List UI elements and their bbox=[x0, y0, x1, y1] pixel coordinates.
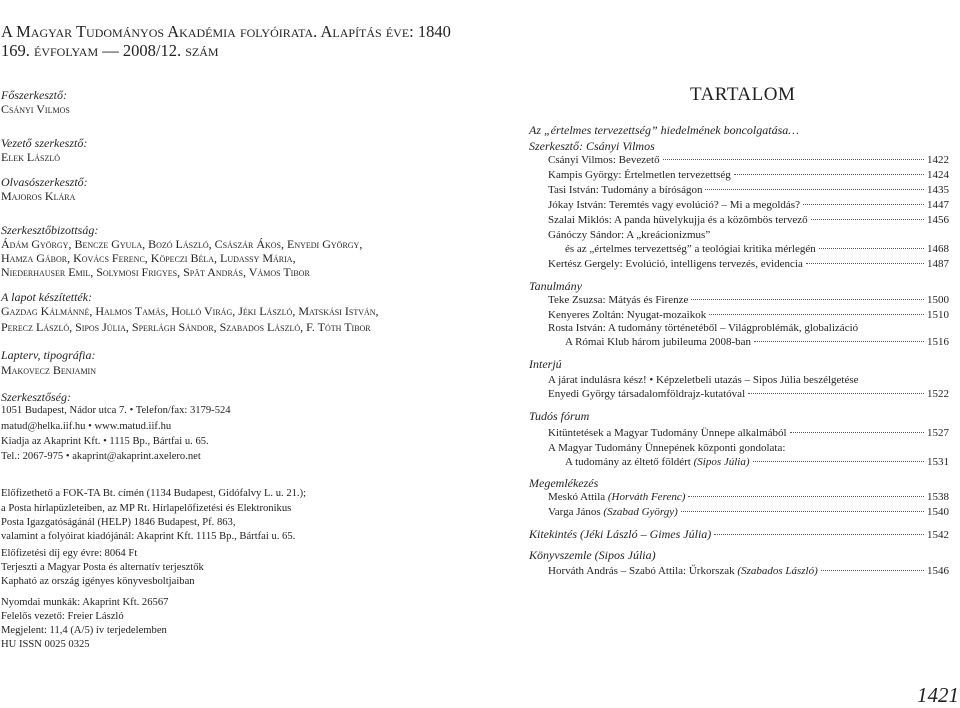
pricing-line-2: Terjeszti a Magyar Posta és alternatív terjesztők bbox=[1, 562, 204, 573]
toc-entry[interactable] bbox=[548, 154, 949, 166]
toc-entry[interactable] bbox=[548, 309, 949, 321]
prepared-by-line-1: Gazdag Kálmánné, Halmos Tamás, Holló Virág, Jéki László, Matskási István, bbox=[1, 304, 379, 318]
toc-title: TARTALOM bbox=[690, 84, 796, 105]
toc-entry-page: 1546 bbox=[927, 565, 949, 577]
toc-entry[interactable] bbox=[548, 169, 949, 181]
printing-line-4: HU ISSN 0025 0325 bbox=[1, 639, 90, 650]
toc-entry[interactable] bbox=[548, 214, 949, 226]
subscription-line-4: valamint a folyóirat kiadójánál: Akaprint Kft. 1115 Bp., Bártfai u. 65. bbox=[1, 531, 296, 542]
toc-entry-page: 1542 bbox=[927, 529, 949, 541]
toc-entry-title bbox=[548, 491, 685, 503]
dot-leader bbox=[734, 174, 924, 175]
toc-entry-title: Kenyeres Zoltán: Nyugat-mozaikok bbox=[548, 309, 707, 321]
dot-leader bbox=[705, 189, 924, 190]
printing-line-2: Felelős vezető: Freier László bbox=[1, 611, 124, 622]
toc-entry-title: Kitekintés (Jéki László – Gimes Júlia) bbox=[529, 527, 712, 541]
toc-entry[interactable] bbox=[548, 294, 949, 306]
lead-editor-label: Vezető szerkesztő: bbox=[1, 136, 88, 150]
copy-editor-name: Majoros Klára bbox=[1, 189, 76, 203]
toc-entry-page: 1447 bbox=[927, 199, 949, 211]
toc-entry-page: 1456 bbox=[927, 214, 949, 226]
dot-leader bbox=[821, 570, 924, 571]
toc-entry-page: 1538 bbox=[927, 491, 949, 503]
toc-entry[interactable] bbox=[565, 336, 949, 348]
dot-leader bbox=[688, 496, 924, 497]
toc-entry[interactable] bbox=[548, 491, 949, 503]
dot-leader bbox=[811, 219, 924, 220]
office-label: Szerkesztőség: bbox=[1, 390, 71, 404]
dot-leader bbox=[819, 248, 924, 249]
toc-entry-title bbox=[548, 506, 678, 518]
subscription-line-2: a Posta hírlapüzleteiben, az MP Rt. Hírlapelőfizetési és Elektronikus bbox=[1, 503, 292, 514]
dot-leader bbox=[803, 204, 924, 205]
page-number: 1421 bbox=[917, 683, 959, 707]
toc-entry-title: Teke Zsuzsa: Mátyás és Firenze bbox=[548, 294, 689, 306]
pricing-line-1: Előfizetési díj egy évre: 8064 Ft bbox=[1, 548, 138, 559]
masthead-line-2: 169. évfolyam — 2008/12. szám bbox=[1, 41, 219, 60]
printing-line-1: Nyomdai munkák: Akaprint Kft. 26567 bbox=[1, 597, 169, 608]
toc-entry[interactable] bbox=[548, 427, 949, 439]
toc-entry[interactable] bbox=[548, 506, 949, 518]
toc-entry-page: 1422 bbox=[927, 154, 949, 166]
chief-editor-label: Főszerkesztő: bbox=[1, 88, 67, 102]
toc-entry[interactable] bbox=[548, 199, 949, 211]
toc-entry-author: (Sipos Júlia) bbox=[693, 456, 750, 468]
toc-entry[interactable] bbox=[565, 456, 949, 468]
toc-entry-title: és az „értelmes tervezettség” a teológiai kritika mérlegén bbox=[565, 243, 816, 255]
toc-entry-main: Varga János bbox=[548, 506, 601, 518]
toc-entry-title: Csányi Vilmos: Bevezető bbox=[548, 154, 660, 166]
dot-leader bbox=[663, 159, 924, 160]
toc-section-editor: Szerkesztő: Csányi Vilmos bbox=[529, 139, 655, 153]
prepared-by-label: A lapot készítették: bbox=[1, 290, 93, 304]
copy-editor-label: Olvasószerkesztő: bbox=[1, 175, 88, 189]
dot-leader bbox=[753, 461, 924, 462]
toc-entry-author: (Szabados László) bbox=[737, 565, 818, 577]
dot-leader bbox=[714, 534, 924, 535]
toc-entry[interactable] bbox=[565, 243, 949, 255]
pricing-line-3: Kapható az ország igényes könyvesboltjaiban bbox=[1, 576, 195, 587]
toc-entry-title: A Római Klub három jubileuma 2008-ban bbox=[565, 336, 752, 348]
dot-leader bbox=[754, 341, 924, 342]
dot-leader bbox=[790, 432, 924, 433]
toc-section-title: Az „értelmes tervezettség” hiedelmének boncolgatása… bbox=[529, 123, 799, 137]
toc-entry-line: Rosta István: A tudomány történetéből – Világproblémák, globalizáció bbox=[548, 322, 859, 334]
toc-entry-title bbox=[548, 565, 818, 577]
toc-section-entry[interactable] bbox=[529, 527, 949, 542]
board-line-2: Hamza Gábor, Kovács Ferenc, Köpeczi Béla, Ludassy Mária, bbox=[1, 251, 296, 265]
toc-entry-title: Tasi István: Tudomány a bíróságon bbox=[548, 184, 703, 196]
toc-entry-page: 1487 bbox=[927, 258, 949, 270]
toc-entry-page: 1510 bbox=[927, 309, 949, 321]
contact-line-4: Tel.: 2067-975 • akaprint@akaprint.axelero.net bbox=[1, 451, 201, 462]
toc-entry-page: 1527 bbox=[927, 427, 949, 439]
chief-editor-name: Csányi Vilmos bbox=[1, 102, 70, 116]
subscription-line-1: Előfizethető a FOK-TA Bt. címén (1134 Budapest, Gidófalvy L. u. 21.); bbox=[1, 488, 307, 499]
dot-leader bbox=[709, 314, 924, 315]
board-line-3: Niederhauser Emil, Solymosi Frigyes, Spät András, Vámos Tibor bbox=[1, 265, 310, 279]
toc-section-title: Interjú bbox=[529, 357, 562, 371]
toc-entry-main: Horváth András – Szabó Attila: Űrkorszak bbox=[548, 565, 735, 577]
toc-entry-line: A járat indulásra kész! • Képzeletbeli utazás – Sipos Júlia beszélgetése bbox=[548, 374, 859, 386]
board-line-1: Ádám György, Bencze Gyula, Bozó László, Császár Ákos, Enyedi György, bbox=[1, 237, 363, 251]
toc-entry-main: A tudomány az éltető földért bbox=[565, 456, 691, 468]
toc-entry-page: 1522 bbox=[927, 388, 949, 400]
masthead-line-1: A Magyar Tudományos Akadémia folyóirata. Alapítás éve: 1840 bbox=[1, 22, 451, 41]
dot-leader bbox=[691, 299, 924, 300]
design-label: Lapterv, tipográfia: bbox=[1, 348, 96, 362]
toc-entry-main: Meskó Attila bbox=[548, 491, 606, 503]
printing-line-3: Megjelent: 11,4 (A/5) ív terjedelemben bbox=[1, 625, 167, 636]
subscription-line-3: Posta Igazgatóságánál (HELP) 1846 Budapest, Pf. 863, bbox=[1, 517, 236, 528]
toc-entry[interactable] bbox=[548, 258, 949, 270]
dot-leader bbox=[748, 393, 924, 394]
toc-entry[interactable] bbox=[548, 388, 949, 400]
toc-entry-title: Kitüntetések a Magyar Tudomány Ünnepe alkalmából bbox=[548, 427, 787, 439]
contact-line-2: matud@helka.iif.hu • www.matud.iif.hu bbox=[1, 421, 172, 432]
design-name: Makovecz Benjamin bbox=[1, 363, 97, 377]
toc-entry-title bbox=[565, 456, 750, 468]
toc-section-title: Tanulmány bbox=[529, 279, 582, 293]
prepared-by-line-2: Perecz László, Sipos Júlia, Sperlágh Sándor, Szabados László, F. Tóth Tibor bbox=[1, 320, 371, 334]
toc-section-title: Megemlékezés bbox=[529, 476, 599, 490]
board-label: Szerkesztőbizottság: bbox=[1, 223, 99, 237]
contact-line-1: 1051 Budapest, Nádor utca 7. • Telefon/fax: 3179-524 bbox=[1, 405, 231, 416]
toc-entry-page: 1435 bbox=[927, 184, 949, 196]
toc-entry[interactable] bbox=[548, 565, 949, 577]
toc-entry-page: 1424 bbox=[927, 169, 949, 181]
toc-entry-page: 1500 bbox=[927, 294, 949, 306]
toc-entry-page: 1531 bbox=[927, 456, 949, 468]
toc-entry-title: Enyedi György társadalomföldrajz-kutatóval bbox=[548, 388, 746, 400]
toc-entry-title: Kertész Gergely: Evolúció, intelligens tervezés, evidencia bbox=[548, 258, 803, 270]
toc-entry-page: 1468 bbox=[927, 243, 949, 255]
toc-section-title: Tudós fórum bbox=[529, 409, 590, 423]
toc-entry-line: Gánóczy Sándor: A „kreácionizmus” bbox=[548, 229, 711, 241]
toc-entry-page: 1540 bbox=[927, 506, 949, 518]
toc-entry-page: 1516 bbox=[927, 336, 949, 348]
lead-editor-name: Elek László bbox=[1, 150, 60, 164]
toc-entry-title: Jókay István: Teremtés vagy evolúció? – Mi a megoldás? bbox=[548, 199, 800, 211]
toc-entry-author: (Horváth Ferenc) bbox=[607, 491, 686, 503]
toc-section-title: Könyvszemle (Sipos Júlia) bbox=[529, 548, 656, 562]
toc-entry-title: Kampis György: Értelmetlen tervezettség bbox=[548, 169, 731, 181]
toc-entry-author: (Szabad György) bbox=[603, 506, 678, 518]
contact-line-3: Kiadja az Akaprint Kft. • 1115 Bp., Bártfai u. 65. bbox=[1, 436, 209, 447]
dot-leader bbox=[681, 511, 924, 512]
toc-entry[interactable] bbox=[548, 184, 949, 196]
dot-leader bbox=[806, 263, 924, 264]
toc-entry-title: Szalai Miklós: A panda hüvelykujja és a közömbös tervező bbox=[548, 214, 808, 226]
toc-entry-line: A Magyar Tudomány Ünnepének központi gondolata: bbox=[548, 442, 786, 454]
